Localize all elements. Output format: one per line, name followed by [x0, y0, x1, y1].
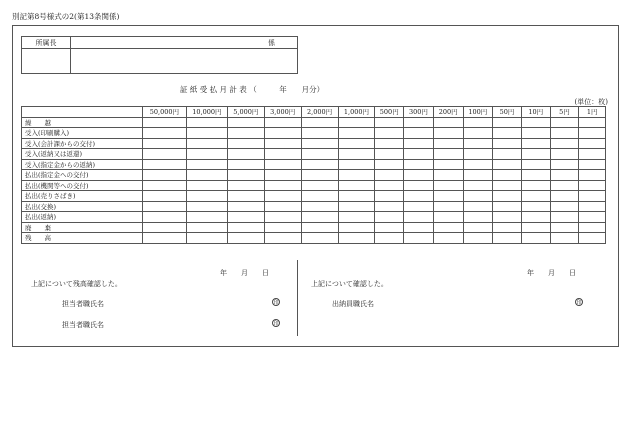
count-cell[interactable] [338, 149, 375, 160]
count-cell[interactable] [404, 170, 434, 181]
count-cell[interactable] [404, 180, 434, 191]
count-cell[interactable] [433, 222, 463, 233]
count-cell[interactable] [338, 117, 375, 128]
count-cell[interactable] [301, 149, 338, 160]
count-cell[interactable] [493, 201, 522, 212]
count-cell[interactable] [521, 170, 550, 181]
row-label: 廃 棄 [22, 222, 143, 233]
count-cell[interactable] [264, 149, 301, 160]
table-row [22, 191, 606, 202]
count-cell[interactable] [227, 222, 264, 233]
count-cell[interactable] [264, 159, 301, 170]
count-cell[interactable] [338, 138, 375, 149]
count-cell[interactable] [433, 233, 463, 244]
count-cell[interactable] [404, 212, 434, 223]
count-cell[interactable] [579, 128, 606, 139]
count-cell[interactable] [579, 159, 606, 170]
count-cell[interactable] [264, 233, 301, 244]
count-cell[interactable] [301, 201, 338, 212]
count-cell[interactable] [264, 201, 301, 212]
count-cell[interactable] [227, 180, 264, 191]
count-cell[interactable] [521, 222, 550, 233]
count-cell[interactable] [227, 159, 264, 170]
left-person2-label: 担当者職氏名 [62, 321, 104, 329]
count-cell[interactable] [375, 138, 404, 149]
denomination-header: 100円 [463, 107, 493, 118]
count-cell[interactable] [301, 159, 338, 170]
denomination-header: 200円 [433, 107, 463, 118]
count-cell[interactable] [521, 149, 550, 160]
denomination-header: 10円 [521, 107, 550, 118]
count-cell[interactable] [142, 170, 186, 181]
count-cell[interactable] [301, 117, 338, 128]
right-person1-label: 出納員職氏名 [332, 300, 374, 308]
count-cell[interactable] [301, 212, 338, 223]
count-cell[interactable] [186, 212, 227, 223]
count-cell[interactable] [264, 191, 301, 202]
count-cell[interactable] [433, 170, 463, 181]
row-label: 残 高 [22, 233, 143, 244]
denomination-header: 500円 [375, 107, 404, 118]
count-cell[interactable] [463, 159, 493, 170]
count-cell[interactable] [338, 212, 375, 223]
count-cell[interactable] [142, 180, 186, 191]
count-cell[interactable] [142, 201, 186, 212]
count-cell[interactable] [375, 180, 404, 191]
denomination-header: 10,000円 [186, 107, 227, 118]
count-cell[interactable] [375, 159, 404, 170]
count-cell[interactable] [227, 138, 264, 149]
count-cell[interactable] [493, 212, 522, 223]
row-label: 払出(指定金への交付) [22, 170, 143, 181]
count-cell[interactable] [142, 149, 186, 160]
count-cell[interactable] [433, 201, 463, 212]
count-cell[interactable] [375, 117, 404, 128]
count-cell[interactable] [550, 138, 579, 149]
count-cell[interactable] [521, 138, 550, 149]
count-cell[interactable] [338, 222, 375, 233]
count-cell[interactable] [301, 170, 338, 181]
denomination-header: 50円 [493, 107, 522, 118]
row-label: 受入(指定金からの返納) [22, 159, 143, 170]
right-statement: 上記について確認した。 [311, 280, 388, 288]
seal-icon: 印 [273, 321, 279, 327]
dept-head-cell[interactable] [22, 49, 71, 74]
count-cell[interactable] [579, 117, 606, 128]
count-cell[interactable] [579, 191, 606, 202]
count-cell[interactable] [463, 201, 493, 212]
count-cell[interactable] [404, 159, 434, 170]
count-cell[interactable] [463, 149, 493, 160]
count-cell[interactable] [463, 138, 493, 149]
row-label: 払出(交換) [22, 201, 143, 212]
table-row [22, 170, 606, 181]
denomination-header: 5円 [550, 107, 579, 118]
count-cell[interactable] [463, 117, 493, 128]
row-label: 受入(印刷購入) [22, 128, 143, 139]
table-row [22, 201, 606, 212]
count-cell[interactable] [186, 138, 227, 149]
count-cell[interactable] [550, 117, 579, 128]
count-cell[interactable] [493, 117, 522, 128]
count-cell[interactable] [142, 159, 186, 170]
count-cell[interactable] [375, 222, 404, 233]
count-cell[interactable] [521, 233, 550, 244]
form-title: 証 紙 受 払 月 計 表 （ 年 月分） [180, 85, 325, 94]
count-cell[interactable] [521, 180, 550, 191]
count-cell[interactable] [375, 149, 404, 160]
count-cell[interactable] [142, 233, 186, 244]
denomination-header: 5,000円 [227, 107, 264, 118]
count-cell[interactable] [301, 138, 338, 149]
count-cell[interactable] [375, 170, 404, 181]
count-cell[interactable] [375, 233, 404, 244]
count-cell[interactable] [404, 117, 434, 128]
count-cell[interactable] [338, 201, 375, 212]
count-cell[interactable] [550, 212, 579, 223]
count-cell[interactable] [186, 233, 227, 244]
table-corner-cell [22, 107, 143, 118]
count-cell[interactable] [142, 222, 186, 233]
table-row [22, 138, 606, 149]
count-cell[interactable] [338, 191, 375, 202]
count-cell[interactable] [579, 222, 606, 233]
count-cell[interactable] [227, 191, 264, 202]
count-cell[interactable] [264, 212, 301, 223]
count-cell[interactable] [433, 191, 463, 202]
count-cell[interactable] [493, 233, 522, 244]
count-cell[interactable] [550, 128, 579, 139]
count-cell[interactable] [550, 201, 579, 212]
count-cell[interactable] [338, 128, 375, 139]
count-cell[interactable] [521, 201, 550, 212]
count-cell[interactable] [375, 128, 404, 139]
table-row [22, 159, 606, 170]
count-cell[interactable] [186, 128, 227, 139]
row-label: 払出(機関等への交付) [22, 180, 143, 191]
denomination-header: 1,000円 [338, 107, 375, 118]
table-row [22, 128, 606, 139]
count-cell[interactable] [338, 159, 375, 170]
count-cell[interactable] [301, 222, 338, 233]
unit-label: (単位：枚) [574, 98, 608, 106]
count-cell[interactable] [264, 117, 301, 128]
denomination-header: 50,000円 [142, 107, 186, 118]
count-cell[interactable] [264, 180, 301, 191]
count-cell[interactable] [375, 191, 404, 202]
count-cell[interactable] [463, 222, 493, 233]
count-cell[interactable] [493, 191, 522, 202]
count-cell[interactable] [433, 138, 463, 149]
table-row [22, 212, 606, 223]
count-cell[interactable] [186, 170, 227, 181]
count-cell[interactable] [227, 201, 264, 212]
count-cell[interactable] [186, 149, 227, 160]
count-cell[interactable] [579, 180, 606, 191]
count-cell[interactable] [186, 191, 227, 202]
count-cell[interactable] [550, 191, 579, 202]
count-cell[interactable] [301, 180, 338, 191]
form-reference: 別記第8号様式の2(第13条関係) [12, 12, 120, 21]
count-cell[interactable] [493, 180, 522, 191]
count-cell[interactable] [433, 180, 463, 191]
count-cell[interactable] [493, 159, 522, 170]
count-cell[interactable] [493, 128, 522, 139]
stamp-ledger-table [21, 106, 606, 244]
count-cell[interactable] [404, 201, 434, 212]
count-cell[interactable] [579, 138, 606, 149]
table-row [22, 233, 606, 244]
row-label: 払出(返納) [22, 212, 143, 223]
count-cell[interactable] [433, 128, 463, 139]
count-cell[interactable] [264, 138, 301, 149]
count-cell[interactable] [404, 222, 434, 233]
count-cell[interactable] [186, 117, 227, 128]
table-row [22, 222, 606, 233]
denomination-header: 300円 [404, 107, 434, 118]
count-cell[interactable] [186, 180, 227, 191]
dept-section-label: 係 [71, 37, 298, 49]
count-cell[interactable] [338, 233, 375, 244]
table-row [22, 180, 606, 191]
count-cell[interactable] [375, 212, 404, 223]
denomination-header: 1円 [579, 107, 606, 118]
row-label: 受入(返納又は返還) [22, 149, 143, 160]
count-cell[interactable] [521, 117, 550, 128]
row-label: 受入(会計課からの交付) [22, 138, 143, 149]
count-cell[interactable] [493, 170, 522, 181]
count-cell[interactable] [227, 128, 264, 139]
count-cell[interactable] [579, 170, 606, 181]
count-cell[interactable] [493, 138, 522, 149]
count-cell[interactable] [521, 191, 550, 202]
count-cell[interactable] [521, 128, 550, 139]
count-cell[interactable] [375, 201, 404, 212]
count-cell[interactable] [264, 222, 301, 233]
count-cell[interactable] [521, 212, 550, 223]
count-cell[interactable] [301, 233, 338, 244]
count-cell[interactable] [186, 222, 227, 233]
denomination-header: 3,000円 [264, 107, 301, 118]
count-cell[interactable] [227, 170, 264, 181]
row-label: 払出(売りさばき) [22, 191, 143, 202]
count-cell[interactable] [142, 191, 186, 202]
count-cell[interactable] [433, 212, 463, 223]
count-cell[interactable] [493, 149, 522, 160]
seal-icon: 印 [273, 300, 279, 306]
count-cell[interactable] [579, 212, 606, 223]
count-cell[interactable] [404, 128, 434, 139]
table-row [22, 117, 606, 128]
count-cell[interactable] [227, 117, 264, 128]
count-cell[interactable] [433, 149, 463, 160]
count-cell[interactable] [142, 138, 186, 149]
count-cell[interactable] [433, 159, 463, 170]
row-label: 繰 越 [22, 117, 143, 128]
count-cell[interactable] [550, 149, 579, 160]
count-cell[interactable] [493, 222, 522, 233]
count-cell[interactable] [142, 128, 186, 139]
table-header-row [22, 107, 606, 118]
count-cell[interactable] [550, 170, 579, 181]
department-box [21, 36, 298, 74]
left-person1-label: 担当者職氏名 [62, 300, 104, 308]
count-cell[interactable] [463, 212, 493, 223]
count-cell[interactable] [550, 159, 579, 170]
denomination-header: 2,000円 [301, 107, 338, 118]
count-cell[interactable] [579, 149, 606, 160]
seal-icon: 印 [576, 300, 582, 306]
count-cell[interactable] [463, 191, 493, 202]
count-cell[interactable] [521, 159, 550, 170]
left-statement: 上記について残高確認した。 [31, 280, 122, 288]
dept-head-label: 所属長 [22, 37, 71, 49]
count-cell[interactable] [404, 233, 434, 244]
count-cell[interactable] [404, 149, 434, 160]
count-cell[interactable] [264, 128, 301, 139]
count-cell[interactable] [227, 149, 264, 160]
count-cell[interactable] [463, 128, 493, 139]
count-cell[interactable] [142, 117, 186, 128]
count-cell[interactable] [338, 180, 375, 191]
count-cell[interactable] [142, 212, 186, 223]
count-cell[interactable] [227, 212, 264, 223]
count-cell[interactable] [579, 233, 606, 244]
count-cell[interactable] [404, 138, 434, 149]
count-cell[interactable] [301, 128, 338, 139]
count-cell[interactable] [463, 170, 493, 181]
right-date: 年 月 日 [527, 269, 576, 277]
count-cell[interactable] [550, 233, 579, 244]
count-cell[interactable] [301, 191, 338, 202]
count-cell[interactable] [264, 170, 301, 181]
table-row [22, 149, 606, 160]
count-cell[interactable] [338, 170, 375, 181]
signature-divider [297, 260, 298, 336]
count-cell[interactable] [463, 180, 493, 191]
count-cell[interactable] [227, 233, 264, 244]
left-date: 年 月 日 [220, 269, 269, 277]
count-cell[interactable] [433, 117, 463, 128]
count-cell[interactable] [579, 201, 606, 212]
count-cell[interactable] [404, 191, 434, 202]
count-cell[interactable] [186, 159, 227, 170]
count-cell[interactable] [550, 180, 579, 191]
count-cell[interactable] [550, 222, 579, 233]
dept-section-cell[interactable] [71, 49, 298, 74]
count-cell[interactable] [463, 233, 493, 244]
count-cell[interactable] [186, 201, 227, 212]
